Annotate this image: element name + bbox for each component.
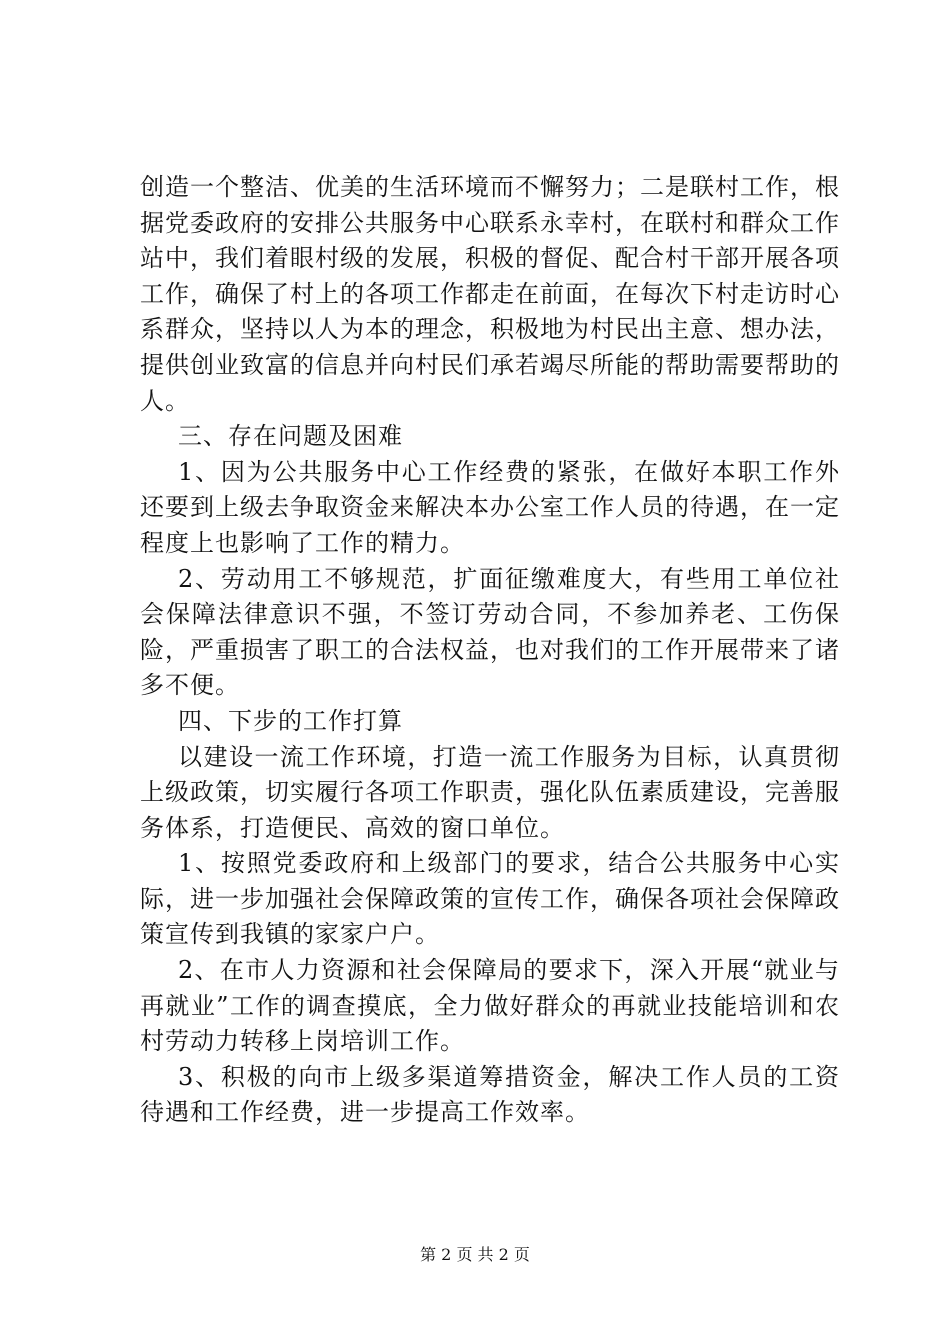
paragraph-plan-1: 1、按照党委政府和上级部门的要求，结合公共服务中心实际，进一步加强社会保障政策的宣传工作，确保各项社会保障政策宣传到我镇的家家户户。 <box>140 849 840 949</box>
section-heading-problems: 三、存在问题及困难 <box>178 422 403 451</box>
section-heading-next-steps: 四、下步的工作打算 <box>178 706 403 735</box>
paragraph-next-steps-intro: 以建设一流工作环境，打造一流工作服务为目标，认真贯彻上级政策，切实履行各项工作职责，强化队伍素质建设，完善服务体系，打造便民、高效的窗口单位。 <box>140 742 840 842</box>
paragraph-problem-1: 1、因为公共服务中心工作经费的紧张，在做好本职工作外还要到上级去争取资金来解决本办公室工作人员的待遇，在一定程度上也影响了工作的精力。 <box>140 457 840 557</box>
paragraph-plan-3: 3、积极的向市上级多渠道筹措资金，解决工作人员的工资待遇和工作经费，进一步提高工作效率。 <box>140 1062 840 1127</box>
paragraph-plan-2: 2、在市人力资源和社会保障局的要求下，深入开展“就业与再就业”工作的调查摸底，全力做好群众的再就业技能培训和农村劳动力转移上岗培训工作。 <box>140 956 840 1056</box>
paragraph-problem-2: 2、劳动用工不够规范，扩面征缴难度大，有些用工单位社会保障法律意识不强，不签订劳动合同，不参加养老、工伤保险，严重损害了职工的合法权益，也对我们的工作开展带来了诸多不便。 <box>140 564 840 700</box>
paragraph-continuation: 创造一个整洁、优美的生活环境而不懈努力；二是联村工作，根据党委政府的安排公共服务中心联系永幸村，在联村和群众工作站中，我们着眼村级的发展，积极的督促、配合村干部开展各项工作，确保了村上的各项工作都走在前面，在每次下村走访时心系群众，坚持以人为本的理念，积极地为村民出主意、想办法，提供创业致富的信息并向村民们承若竭尽所能的帮助需要帮助的人。 <box>140 173 840 415</box>
page-number-footer: 第 2 页 共 2 页 <box>420 1245 530 1264</box>
document-body <box>140 170 840 1131</box>
